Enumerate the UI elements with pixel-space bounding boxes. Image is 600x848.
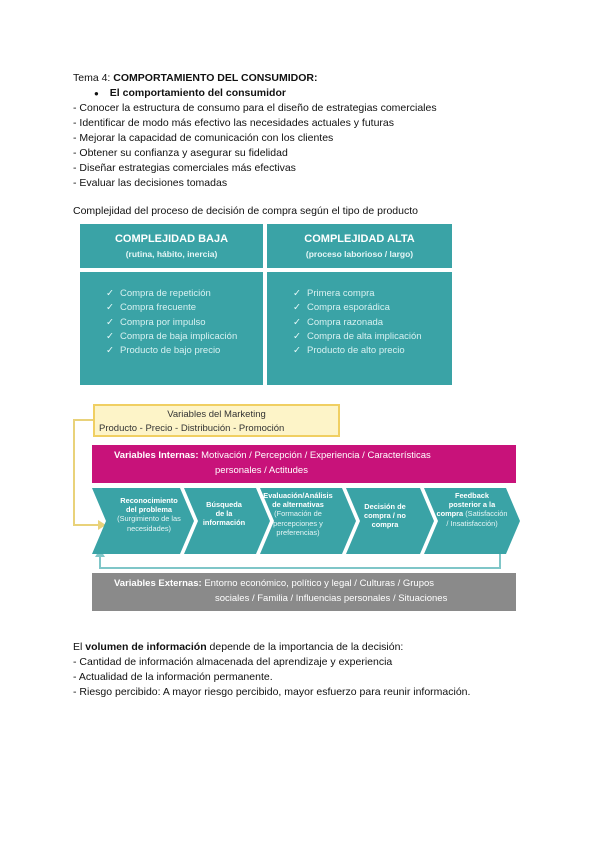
step-problem-recognition: Reconocimiento del problema (Surgimiento de las necesidades) (117, 496, 181, 533)
list-item: ✓ Primera compra (267, 287, 452, 301)
topic-title: COMPORTAMIENTO DEL CONSUMIDOR: (113, 72, 318, 84)
marketing-title: Variables del Marketing (167, 409, 266, 420)
check-icon: ✓ (293, 288, 301, 299)
list-item: ✓ Producto de alto precio (267, 344, 452, 358)
external-variables-box (92, 573, 516, 611)
marketing-variables-box (93, 404, 340, 437)
low-complexity-header (80, 224, 263, 268)
low-complexity-title: COMPLEJIDAD BAJA (114, 233, 229, 245)
external-label: Variables Externas: (114, 578, 202, 589)
objective-item: - Evaluar las decisiones tomadas (73, 177, 228, 189)
internal-variables-box (92, 445, 516, 483)
subtopic-bullet (94, 86, 286, 101)
check-icon: ✓ (106, 316, 114, 328)
low-complexity-subtitle: (rutina, hábito, inercia) (125, 249, 218, 259)
check-icon: ✓ (293, 302, 301, 314)
internal-line2: personales / Actitudes (215, 465, 308, 476)
high-complexity-header (267, 224, 452, 268)
objective-item: - Diseñar estrategias comerciales más efectivas (73, 162, 296, 174)
check-icon: ✓ (106, 345, 114, 357)
topic-heading (73, 71, 317, 86)
list-item: ✓ Compra frecuente (80, 301, 263, 315)
volume-item: - Cantidad de información almacenada del aprendizaje y experiencia (73, 656, 393, 668)
objective-item: - Conocer la estructura de consumo para el diseño de estrategias comerciales (73, 102, 437, 114)
list-item: ✓ Compra de repetición (80, 287, 263, 301)
list-item: ✓ Compra de alta implicación (267, 330, 452, 344)
objective-item: - Obtener su confianza y asegurar su fidelidad (73, 147, 288, 159)
complexity-caption: Complejidad del proceso de decisión de compra según el tipo de producto (73, 205, 418, 217)
subtopic-title: El comportamiento del consumidor (109, 87, 286, 99)
list-item: ✓ Compra por impulso (80, 316, 263, 330)
list-item: ✓ Producto de bajo precio (80, 344, 263, 358)
internal-label: Variables Internas: (114, 450, 199, 461)
topic-prefix: Tema 4: (73, 72, 111, 84)
high-complexity-body (267, 272, 452, 385)
objective-item: - Mejorar la capacidad de comunicación con los clientes (73, 132, 334, 144)
volume-item: - Actualidad de la información permanente. (73, 671, 273, 683)
low-complexity-body (80, 272, 263, 385)
check-icon: ✓ (293, 330, 301, 342)
list-item: ✓ Compra razonada (267, 316, 452, 330)
check-icon: ✓ (106, 302, 114, 314)
external-line1: Entorno económico, político y legal / Culturas / Grupos (204, 578, 435, 589)
high-complexity-title: COMPLEJIDAD ALTA (304, 233, 415, 245)
volume-bold: volumen de información (85, 641, 207, 653)
internal-line1: Motivación / Percepción / Experiencia / Características (201, 450, 431, 461)
check-icon: ✓ (106, 330, 114, 342)
step-evaluation: Evaluación/Análisis de alternativas (Formación de percepciones y preferencias) (263, 491, 333, 537)
external-line2: sociales / Familia / Influencias personales / Situaciones (215, 593, 448, 604)
check-icon: ✓ (293, 345, 301, 357)
volume-item: - Riesgo percibido: A mayor riesgo percibido, mayor esfuerzo para reunir información. (73, 686, 471, 698)
marketing-items: Producto - Precio - Distribución - Promoción (99, 423, 285, 434)
check-icon: ✓ (106, 288, 114, 299)
bullet-icon: ● (94, 89, 99, 98)
list-item: ✓ Compra de baja implicación (80, 330, 263, 344)
volume-heading: El volumen de información depende de la importancia de la decisión: (73, 641, 404, 653)
check-icon: ✓ (293, 316, 301, 328)
high-complexity-subtitle: (proceso laborioso / largo) (305, 249, 414, 259)
list-item: ✓ Compra esporádica (267, 301, 452, 315)
step-feedback: Feedback posterior a la compra (Satisfacción / Insatisfacción) (436, 491, 508, 528)
step-purchase-decision: Decisión de compra / no compra (364, 502, 406, 530)
objective-item: - Identificar de modo más efectivo las necesidades actuales y futuras (73, 117, 394, 129)
step-information-search: Búsqueda de la información (202, 500, 246, 528)
